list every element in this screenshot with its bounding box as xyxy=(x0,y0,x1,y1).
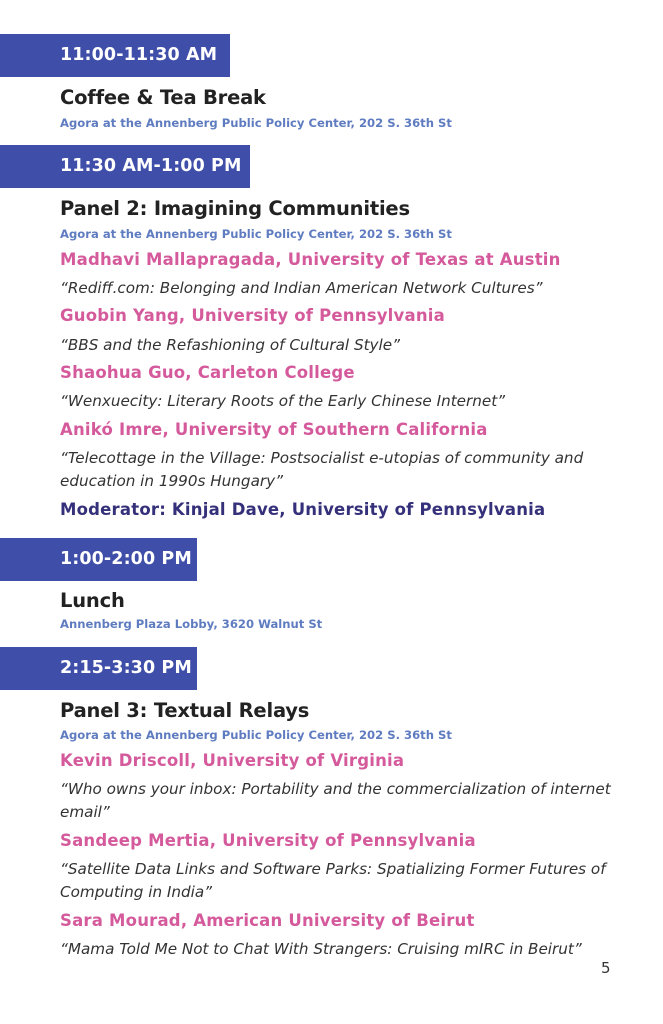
moderator: Moderator: Kinjal Dave, University of Pennsylvania xyxy=(60,500,546,519)
paper-title: “Satellite Data Links and Software Parks: Spatializing Former Futures of Computing in India” xyxy=(60,860,606,901)
speaker-name: Kevin Driscoll, University of Virginia xyxy=(60,751,405,770)
session-location: Agora at the Annenberg Public Policy Center, 202 S. 36th St xyxy=(60,728,452,742)
paper-title: “Mama Told Me Not to Chat With Strangers: Cruising mIRC in Beirut” xyxy=(60,940,582,958)
session-title: Panel 3: Textual Relays xyxy=(60,699,310,722)
session-title: Coffee & Tea Break xyxy=(60,86,266,109)
session-title: Lunch xyxy=(60,589,125,612)
page-number: 5 xyxy=(601,959,611,977)
speaker-name: Madhavi Mallapragada, University of Texas at Austin xyxy=(60,250,561,269)
speaker-name: Sandeep Mertia, University of Pennsylvania xyxy=(60,831,476,850)
time-bar: 11:00-11:30 AM xyxy=(0,34,230,77)
speaker-name: Anikó Imre, University of Southern California xyxy=(60,420,488,439)
session-location: Annenberg Plaza Lobby, 3620 Walnut St xyxy=(60,617,323,631)
paper-title: “Who owns your inbox: Portability and the commercialization of internet email” xyxy=(60,780,611,821)
paper-title: “Wenxuecity: Literary Roots of the Early Chinese Internet” xyxy=(60,392,506,410)
session-title: Panel 2: Imagining Communities xyxy=(60,197,410,220)
time-bar: 11:30 AM-1:00 PM xyxy=(0,145,250,188)
speaker-name: Shaohua Guo, Carleton College xyxy=(60,363,355,382)
speaker-name: Guobin Yang, University of Pennsylvania xyxy=(60,306,445,325)
session-location: Agora at the Annenberg Public Policy Center, 202 S. 36th St xyxy=(60,227,452,241)
time-bar: 1:00-2:00 PM xyxy=(0,538,197,581)
session-location: Agora at the Annenberg Public Policy Center, 202 S. 36th St xyxy=(60,116,452,130)
paper-title: “Rediff.com: Belonging and Indian American Network Cultures” xyxy=(60,279,543,297)
paper-title: “BBS and the Refashioning of Cultural Style” xyxy=(60,336,400,354)
paper-title: “Telecottage in the Village: Postsocialist e-utopias of community and education in 1990s Hungary” xyxy=(60,449,584,490)
speaker-name: Sara Mourad, American University of Beirut xyxy=(60,911,475,930)
time-bar: 2:15-3:30 PM xyxy=(0,647,197,690)
